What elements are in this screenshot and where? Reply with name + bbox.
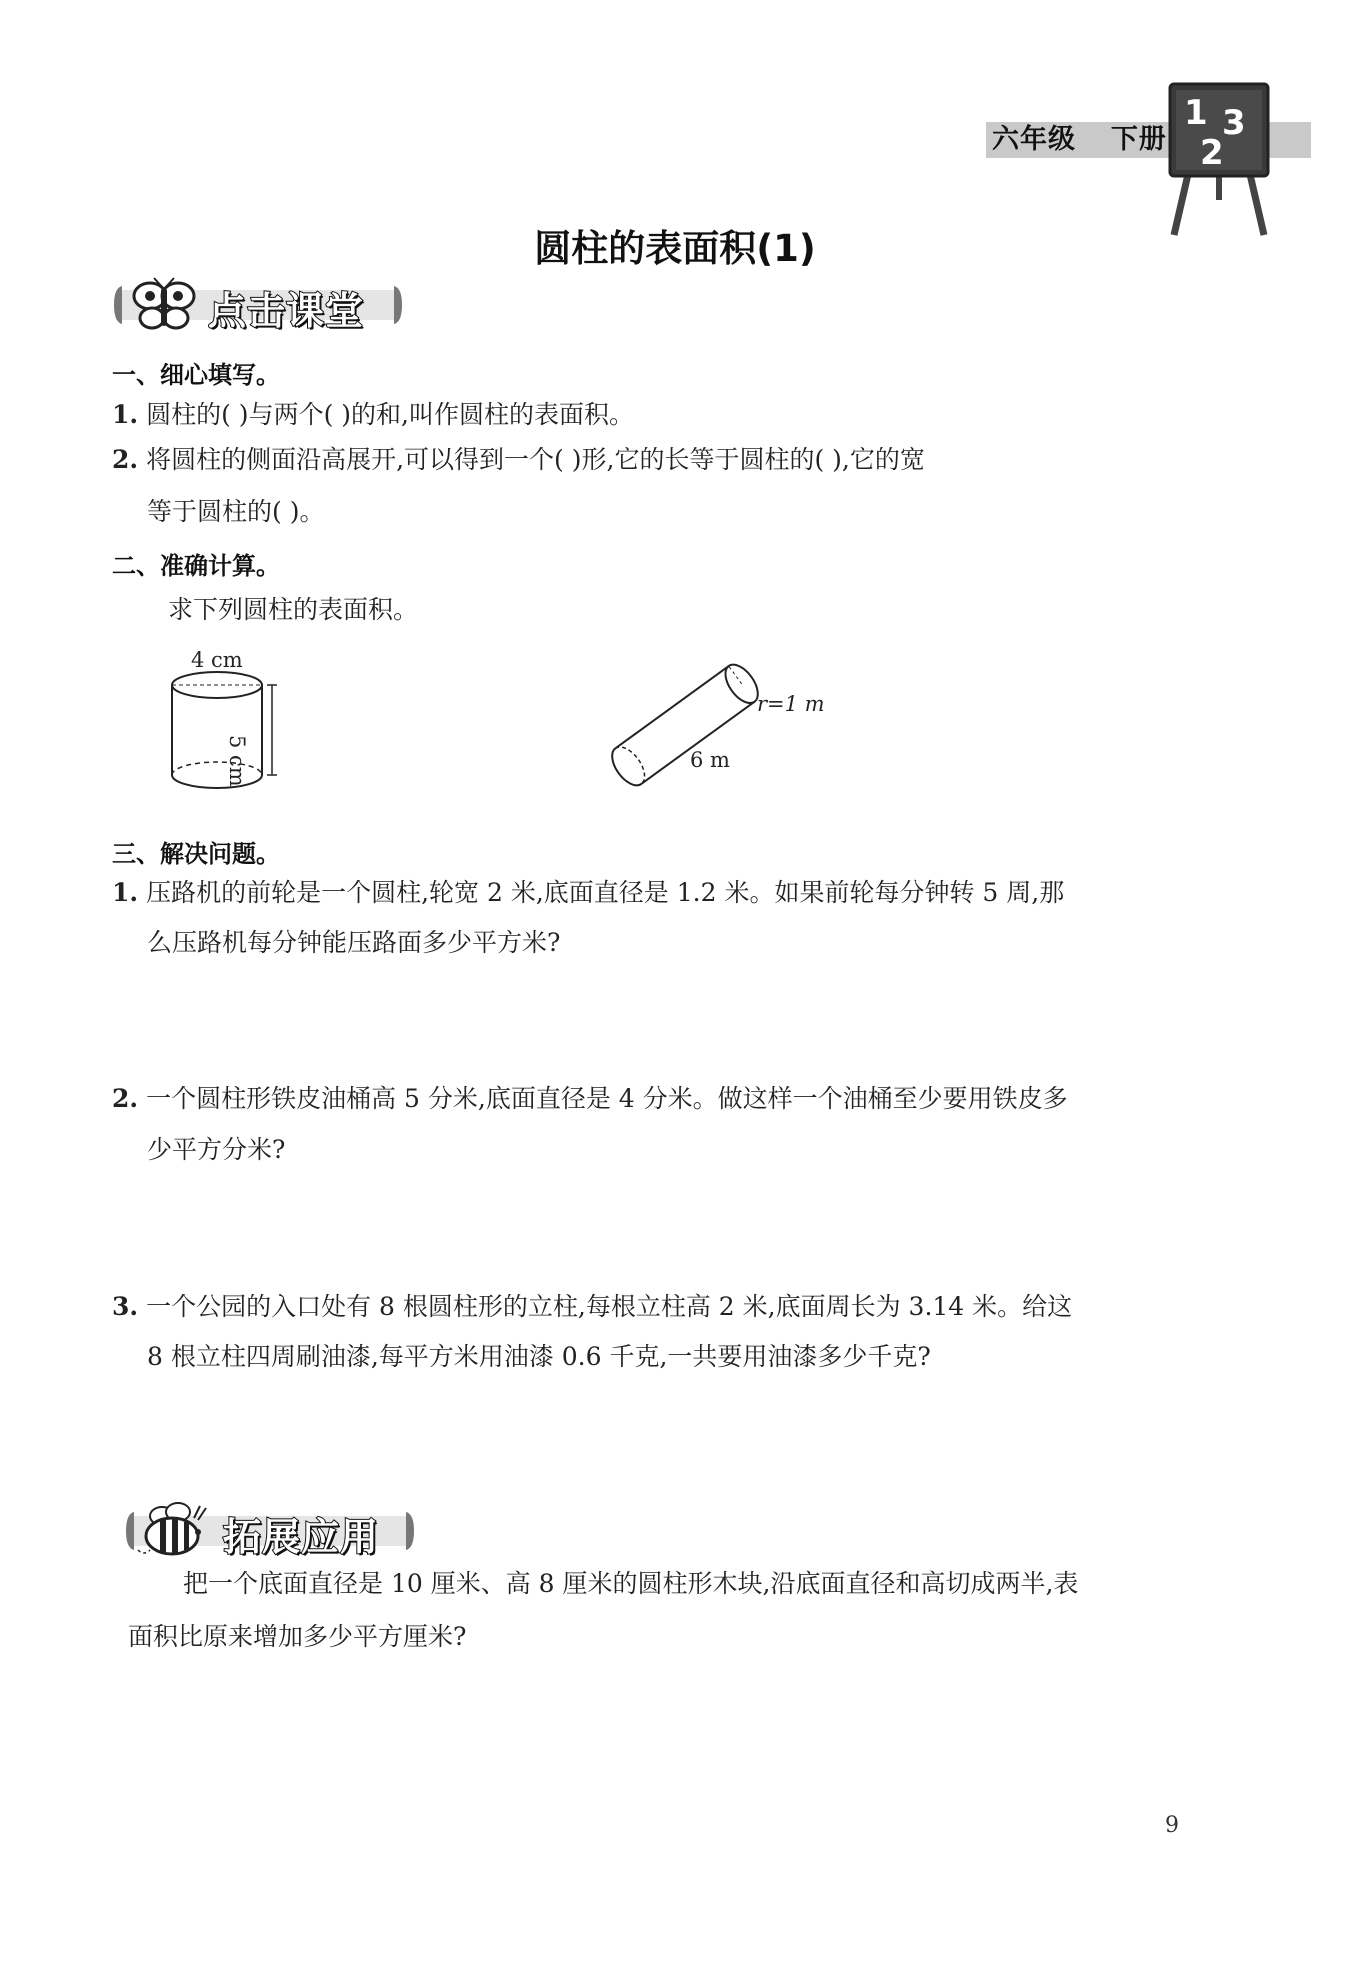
question-text: 将圆柱的侧面沿高展开,可以得到一个( )形,它的长等于圆柱的( ),它的宽 xyxy=(146,445,925,474)
blackboard-icon xyxy=(1164,80,1274,240)
fig1-diameter-label: 4 cm xyxy=(191,648,243,672)
slanted-cylinder-figure xyxy=(600,655,770,795)
section1-heading: 一、细心填写。 xyxy=(112,361,280,389)
fig2-length-label: 6 m xyxy=(690,748,730,772)
question-text: 圆柱的( )与两个( )的和,叫作圆柱的表面积。 xyxy=(146,400,634,429)
butterfly-icon xyxy=(130,276,200,334)
board-digit-3: 3 xyxy=(1222,103,1246,143)
question-text: 一个圆柱形铁皮油桶高 5 分米,底面直径是 4 分米。做这样一个油桶至少要用铁皮多 xyxy=(146,1084,1068,1113)
section2-heading: 二、准确计算。 xyxy=(112,552,280,580)
s3-question-1-line2: 么压路机每分钟能压路面多少平方米? xyxy=(147,928,561,957)
section3-heading: 三、解决问题。 xyxy=(112,840,280,868)
extension-question-line2: 面积比原来增加多少平方厘米? xyxy=(128,1622,467,1651)
question-number: 1. xyxy=(112,878,139,907)
extension-question-line1: 把一个底面直径是 10 厘米、高 8 厘米的圆柱形木块,沿底面直径和高切成两半,表 xyxy=(183,1569,1079,1598)
s1-question-1 xyxy=(112,398,634,432)
question-number: 2. xyxy=(112,1084,139,1113)
question-number: 3. xyxy=(112,1292,139,1321)
page-number: 9 xyxy=(1165,1813,1179,1838)
s3-question-3-line1 xyxy=(112,1290,1072,1324)
grade-label xyxy=(992,122,1167,158)
board-digit-1: 1 xyxy=(1184,93,1208,133)
s3-question-2-line2: 少平方分米? xyxy=(147,1135,286,1164)
banner-title: 点击课堂 xyxy=(208,289,365,333)
s3-question-1-line1 xyxy=(112,876,1064,910)
s1-question-2-line1 xyxy=(112,443,925,477)
section-banner-classroom xyxy=(108,276,408,334)
banner-title: 拓展应用 xyxy=(223,1515,380,1559)
question-number: 2. xyxy=(112,445,139,474)
fig2-radius-label: r=1 m xyxy=(757,692,825,716)
volume-text: 下册 xyxy=(1110,124,1167,155)
section2-instruction: 求下列圆柱的表面积。 xyxy=(168,595,419,624)
question-number: 1. xyxy=(112,400,139,429)
board-digit-2: 2 xyxy=(1200,133,1224,173)
s3-question-3-line2: 8 根立柱四周刷油漆,每平方米用油漆 0.6 千克,一共要用油漆多少千克? xyxy=(147,1342,931,1371)
bee-icon xyxy=(134,1498,214,1562)
page-title: 圆柱的表面积(1) xyxy=(534,227,816,270)
s1-question-2-line2: 等于圆柱的( )。 xyxy=(147,497,325,526)
question-text: 一个公园的入口处有 8 根圆柱形的立柱,每根立柱高 2 米,底面周长为 3.14 米。给这 xyxy=(146,1292,1073,1321)
section-banner-extension xyxy=(120,1502,420,1560)
fig1-height-label: 5 cm xyxy=(225,735,249,787)
s3-question-2-line1 xyxy=(112,1082,1068,1116)
grade-text: 六年级 xyxy=(992,124,1076,155)
question-text: 压路机的前轮是一个圆柱,轮宽 2 米,底面直径是 1.2 米。如果前轮每分钟转 5 周,那 xyxy=(146,878,1065,907)
